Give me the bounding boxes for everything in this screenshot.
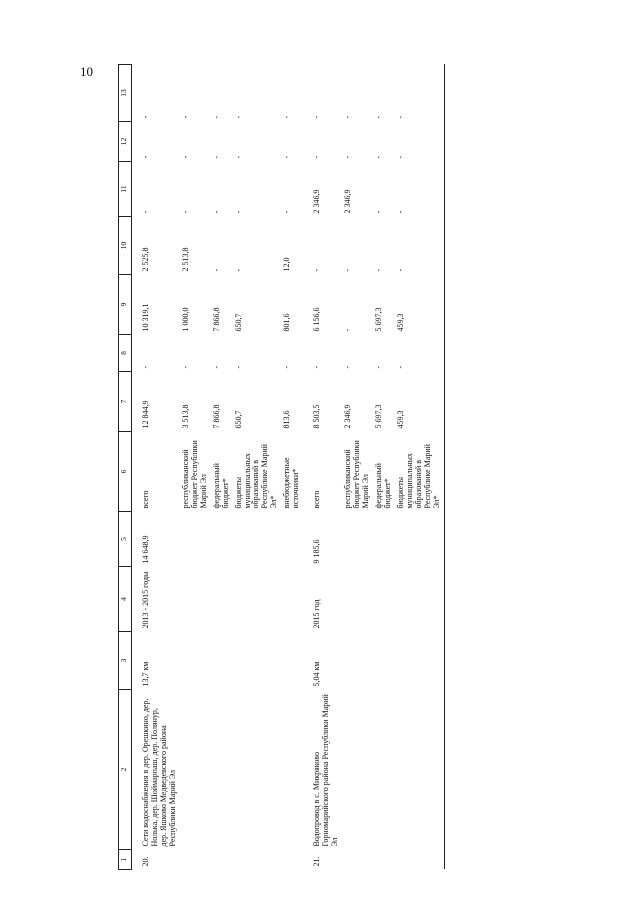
funding-source: всего bbox=[312, 490, 322, 509]
col10-value: - bbox=[395, 217, 444, 275]
period bbox=[211, 567, 233, 632]
length bbox=[373, 632, 395, 690]
estimated-cost bbox=[211, 512, 233, 567]
col10-value: 2 525,8 bbox=[141, 247, 150, 272]
col8-value: - bbox=[373, 365, 383, 369]
estimated-cost bbox=[395, 512, 444, 567]
col9-value: 7 866,8 bbox=[211, 307, 221, 332]
col-header-5: 5 bbox=[119, 512, 132, 567]
col10-value: 12,0 bbox=[282, 257, 292, 272]
col13-value: - bbox=[141, 115, 150, 119]
object-name: Сети водоснабжения в дер. Орешкино, дер. Нолька, дер. Шоймарпаш, дер. Полянур, дер. Яшково Медведевского района Республики Марий Эл bbox=[141, 698, 177, 847]
col12-value: - bbox=[395, 122, 444, 162]
col11-value: 2 346,9 bbox=[343, 189, 353, 214]
col12-value: - bbox=[211, 155, 221, 159]
funding-source: бюджеты муниципальных образований в Республике Марий Эл* bbox=[395, 432, 444, 512]
col-header-13: 13 bbox=[119, 65, 132, 122]
col11-value: - bbox=[282, 210, 292, 214]
col10-value: - bbox=[373, 268, 383, 272]
col8-value: - bbox=[141, 365, 150, 369]
funding-source: федеральный бюджет* bbox=[211, 463, 230, 509]
total-amount: 813,6 bbox=[282, 410, 292, 429]
col9-value: 801,6 bbox=[282, 313, 292, 332]
budget-table bbox=[118, 64, 445, 870]
table-row bbox=[373, 65, 395, 870]
object-name: Водопровод в с. Микряково Горномарийского района Республики Марий Эл bbox=[312, 694, 340, 847]
object-name bbox=[373, 690, 395, 850]
estimated-cost bbox=[281, 512, 303, 567]
col10-value: - bbox=[312, 268, 322, 272]
item-number bbox=[342, 850, 373, 870]
table-row bbox=[233, 65, 282, 870]
estimated-cost bbox=[180, 512, 211, 567]
table-row bbox=[180, 65, 211, 870]
col-header-4: 4 bbox=[119, 567, 132, 632]
length: 13,7 км bbox=[141, 661, 150, 687]
funding-source: всего bbox=[141, 490, 150, 509]
object-name bbox=[342, 690, 373, 850]
item-number bbox=[211, 850, 233, 870]
estimated-cost bbox=[342, 512, 373, 567]
length bbox=[342, 632, 373, 690]
col8-value: - bbox=[282, 365, 292, 369]
col8-value: - bbox=[211, 365, 221, 369]
col11-value: - bbox=[373, 210, 383, 214]
col-header-11: 11 bbox=[119, 162, 132, 217]
col13-value: - bbox=[395, 65, 444, 122]
object-name bbox=[180, 690, 211, 850]
total-amount: 459,3 bbox=[395, 372, 444, 432]
col13-value: - bbox=[373, 115, 383, 119]
col12-value: - bbox=[180, 155, 190, 159]
item-number bbox=[233, 850, 282, 870]
col10-value: 2 513,8 bbox=[180, 247, 190, 272]
period bbox=[373, 567, 395, 632]
estimated-cost: 9 185,6 bbox=[312, 539, 322, 564]
total-amount: 3 513,8 bbox=[180, 404, 190, 429]
period bbox=[233, 567, 282, 632]
total-amount: 2 346,9 bbox=[343, 404, 353, 429]
object-name bbox=[395, 690, 444, 850]
col-header-1: 1 bbox=[119, 850, 132, 870]
col10-value: - bbox=[211, 268, 221, 272]
col8-value: - bbox=[343, 365, 353, 369]
header-row bbox=[119, 65, 132, 870]
table-row bbox=[211, 65, 233, 870]
col-header-2: 2 bbox=[119, 690, 132, 850]
col8-value: - bbox=[395, 335, 444, 372]
item-number bbox=[373, 850, 395, 870]
col9-value: 6 156,6 bbox=[312, 307, 322, 332]
item-number: 20. bbox=[141, 856, 150, 867]
length bbox=[211, 632, 233, 690]
col-header-8: 8 bbox=[119, 335, 132, 372]
col13-value: - bbox=[233, 115, 243, 119]
col9-value: 1 000,0 bbox=[180, 307, 190, 332]
col-header-12: 12 bbox=[119, 122, 132, 162]
period bbox=[342, 567, 373, 632]
col10-value: - bbox=[233, 268, 243, 272]
funding-source: федеральный бюджет* bbox=[373, 463, 392, 509]
col11-value: - bbox=[141, 210, 150, 214]
col8-value: - bbox=[233, 365, 243, 369]
col12-value: - bbox=[141, 155, 150, 159]
total-amount: 12 844,9 bbox=[141, 400, 150, 429]
col9-value: - bbox=[343, 328, 353, 332]
period: 2015 год bbox=[312, 599, 322, 629]
estimated-cost: 14 648,9 bbox=[141, 535, 150, 564]
col12-value: - bbox=[282, 155, 292, 159]
object-name bbox=[211, 690, 233, 850]
funding-source: республиканский бюджет Республики Марий Эл bbox=[343, 440, 371, 509]
col13-value: - bbox=[282, 115, 292, 119]
rotated-table-container bbox=[118, 65, 555, 870]
funding-source: бюджеты муниципальных образований в Республике Марий Эл* bbox=[233, 444, 279, 509]
col12-value: - bbox=[312, 155, 322, 159]
object-name bbox=[233, 690, 282, 850]
funding-source: республиканский бюджет Республики Марий Эл bbox=[180, 440, 208, 509]
col12-value: - bbox=[233, 155, 243, 159]
table-body bbox=[132, 65, 445, 870]
funding-source: внебюджетные источники* bbox=[282, 457, 301, 509]
col12-value: - bbox=[343, 155, 353, 159]
length bbox=[395, 632, 444, 690]
col8-value: - bbox=[180, 365, 190, 369]
period bbox=[395, 567, 444, 632]
col9-value: 5 697,3 bbox=[373, 307, 383, 332]
col-header-6: 6 bbox=[119, 432, 132, 512]
col11-value: - bbox=[211, 210, 221, 214]
col9-value: 459,3 bbox=[395, 275, 444, 335]
col-header-9: 9 bbox=[119, 275, 132, 335]
estimated-cost bbox=[373, 512, 395, 567]
estimated-cost bbox=[233, 512, 282, 567]
table-row bbox=[281, 65, 303, 870]
col12-value: - bbox=[373, 155, 383, 159]
total-amount: 7 866,8 bbox=[211, 404, 221, 429]
col13-value: - bbox=[312, 115, 322, 119]
col13-value: - bbox=[211, 115, 221, 119]
total-amount: 8 503,5 bbox=[312, 404, 322, 429]
period bbox=[180, 567, 211, 632]
col-header-10: 10 bbox=[119, 217, 132, 275]
col11-value: - bbox=[233, 210, 243, 214]
period bbox=[281, 567, 303, 632]
col13-value: - bbox=[343, 115, 353, 119]
table-row bbox=[395, 65, 444, 870]
table-row bbox=[132, 65, 180, 870]
col11-value: 2 346,9 bbox=[312, 189, 322, 214]
length bbox=[180, 632, 211, 690]
col10-value: - bbox=[343, 268, 353, 272]
period: 2013 - 2015 годы bbox=[141, 571, 150, 629]
col13-value: - bbox=[180, 115, 190, 119]
col-header-7: 7 bbox=[119, 372, 132, 432]
length: 5,04 км bbox=[312, 661, 322, 687]
col9-value: 650,7 bbox=[233, 313, 243, 332]
col11-value: - bbox=[180, 210, 190, 214]
item-number bbox=[180, 850, 211, 870]
item-number bbox=[395, 850, 444, 870]
total-amount: 650,7 bbox=[233, 410, 243, 429]
page-number: 10 bbox=[80, 64, 93, 79]
col11-value: - bbox=[395, 162, 444, 217]
item-number bbox=[281, 850, 303, 870]
object-name bbox=[281, 690, 303, 850]
item-number: 21. bbox=[312, 856, 322, 867]
length bbox=[281, 632, 303, 690]
total-amount: 5 697,3 bbox=[373, 404, 383, 429]
col8-value: - bbox=[312, 365, 322, 369]
table-row bbox=[342, 65, 373, 870]
table-row bbox=[303, 65, 342, 870]
col9-value: 10 319,1 bbox=[141, 303, 150, 332]
length bbox=[233, 632, 282, 690]
col-header-3: 3 bbox=[119, 632, 132, 690]
